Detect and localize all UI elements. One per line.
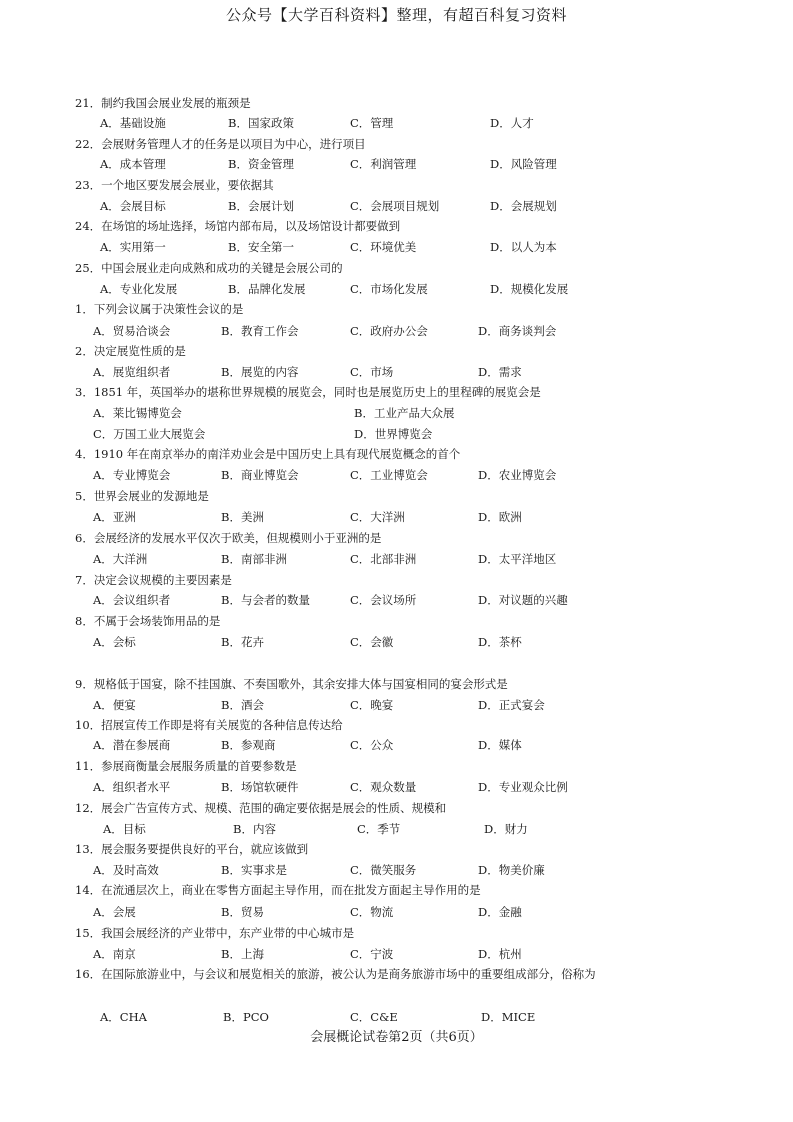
- answer-option: C．市场化发展: [350, 282, 428, 296]
- answer-option: D．媒体: [478, 738, 522, 752]
- question-stem: 1．下列会议属于决策性会议的是: [75, 302, 244, 316]
- answer-option: C．北部非洲: [350, 552, 417, 566]
- answer-option: C．公众: [350, 738, 394, 752]
- answer-option: D．农业博览会: [478, 468, 557, 482]
- answer-option: D．对议题的兴趣: [478, 593, 568, 607]
- question-stem: 12．展会广告宣传方式、规模、范围的确定要依据是展会的性质、规模和: [75, 801, 447, 815]
- question-stem: 16．在国际旅游业中，与会议和展览相关的旅游，被公认为是商务旅游市场中的重要组成部分，俗称为: [75, 967, 596, 981]
- answer-option: B．参观商: [221, 738, 276, 752]
- answer-option: A．会展目标: [100, 199, 166, 213]
- answer-option: A．实用第一: [100, 240, 166, 254]
- answer-option: A．CHA: [100, 1010, 147, 1024]
- answer-option: D．需求: [478, 365, 522, 379]
- answer-option: A．展览组织者: [93, 365, 171, 379]
- answer-option: C．大洋洲: [350, 510, 405, 524]
- answer-option: B．工业产品大众展: [354, 406, 455, 420]
- answer-option: A．莱比锡博览会: [93, 406, 182, 420]
- question-stem: 25．中国会展业走向成熟和成功的关键是会展公司的: [75, 261, 343, 275]
- answer-option: B．上海: [221, 947, 264, 961]
- answer-option: D．茶杯: [478, 635, 522, 649]
- answer-option: D．会展规划: [490, 199, 557, 213]
- page-header: 公众号【大学百科资料】整理，有超百科复习资料: [225, 6, 567, 24]
- question-stem: 4．1910 年在南京举办的南洋劝业会是中国历史上具有现代展览概念的首个: [75, 447, 461, 461]
- answer-option: B．安全第一: [228, 240, 294, 254]
- answer-option: B．场馆软硬件: [221, 780, 299, 794]
- question-stem: 24．在场馆的场址选择，场馆内部布局，以及场馆设计都要做到: [75, 219, 401, 233]
- answer-option: B．酒会: [221, 698, 264, 712]
- answer-option: A．便宴: [93, 698, 136, 712]
- answer-option: C．政府办公会: [350, 324, 428, 338]
- answer-option: D．专业观众比例: [478, 780, 568, 794]
- answer-option: A．专业博览会: [93, 468, 171, 482]
- answer-option: A．成本管理: [100, 157, 166, 171]
- answer-option: A．及时高效: [93, 863, 159, 877]
- answer-option: C．环境优美: [350, 240, 417, 254]
- question-stem: 21．制约我国会展业发展的瓶颈是: [75, 96, 251, 110]
- answer-option: B．商业博览会: [221, 468, 299, 482]
- question-stem: 23．一个地区要发展会展业，要依据其: [75, 178, 274, 192]
- answer-option: D．正式宴会: [478, 698, 545, 712]
- answer-option: C．季节: [357, 822, 401, 836]
- answer-option: C．宁波: [350, 947, 394, 961]
- answer-option: D．以人为本: [490, 240, 557, 254]
- answer-option: A．南京: [93, 947, 136, 961]
- answer-option: C．市场: [350, 365, 394, 379]
- answer-option: D．杭州: [478, 947, 522, 961]
- answer-option: B．与会者的数量: [221, 593, 310, 607]
- answer-option: B．资金管理: [228, 157, 294, 171]
- answer-option: D．风险管理: [490, 157, 557, 171]
- answer-option: B．内容: [233, 822, 276, 836]
- question-stem: 15．我国会展经济的产业带中，东产业带的中心城市是: [75, 926, 355, 940]
- answer-option: B．贸易: [221, 905, 264, 919]
- answer-option: B．花卉: [221, 635, 264, 649]
- question-stem: 2．决定展览性质的是: [75, 344, 186, 358]
- answer-option: A．会展: [93, 905, 136, 919]
- question-stem: 22．会展财务管理人才的任务是以项目为中心，进行项目: [75, 137, 366, 151]
- answer-option: A．大洋洲: [93, 552, 148, 566]
- answer-option: D．财力: [484, 822, 528, 836]
- answer-option: D．太平洋地区: [478, 552, 557, 566]
- answer-option: D．商务谈判会: [478, 324, 557, 338]
- answer-option: C．晚宴: [350, 698, 394, 712]
- question-stem: 14．在流通层次上，商业在零售方面起主导作用，而在批发方面起主导作用的是: [75, 883, 481, 897]
- answer-option: B．会展计划: [228, 199, 294, 213]
- answer-option: B．PCO: [223, 1010, 269, 1024]
- question-stem: 7．决定会议规模的主要因素是: [75, 573, 232, 587]
- answer-option: A．贸易洽谈会: [93, 324, 171, 338]
- answer-option: B．美洲: [221, 510, 264, 524]
- answer-option: D．欧洲: [478, 510, 522, 524]
- question-stem: 9．规格低于国宴，除不挂国旗、不奏国歌外，其余安排大体与国宴相同的宴会形式是: [75, 677, 508, 691]
- answer-option: B．实事求是: [221, 863, 287, 877]
- answer-option: C．微笑服务: [350, 863, 417, 877]
- answer-option: B．国家政策: [228, 116, 294, 130]
- answer-option: C．观众数量: [350, 780, 417, 794]
- answer-option: C．会徽: [350, 635, 394, 649]
- answer-option: C．管理: [350, 116, 394, 130]
- question-stem: 13．展会服务要提供良好的平台，就应该做到: [75, 842, 309, 856]
- answer-option: C．万国工业大展览会: [93, 427, 206, 441]
- question-stem: 6．会展经济的发展水平仅次于欧美，但规模则小于亚洲的是: [75, 531, 382, 545]
- answer-option: A．会标: [93, 635, 136, 649]
- answer-option: D．人才: [490, 116, 534, 130]
- answer-option: A．目标: [103, 822, 146, 836]
- question-stem: 11．参展商衡量会展服务质量的首要参数是: [75, 759, 297, 773]
- question-stem: 10．招展宣传工作即是将有关展览的各种信息传达给: [75, 718, 343, 732]
- answer-option: A．专业化发展: [100, 282, 178, 296]
- page-footer: 会展概论试卷第2页（共6页）: [310, 1030, 483, 1045]
- answer-option: A．潜在参展商: [93, 738, 171, 752]
- answer-option: B．品牌化发展: [228, 282, 306, 296]
- answer-option: B．展览的内容: [221, 365, 299, 379]
- question-stem: 3．1851 年，英国举办的堪称世界规模的展览会，同时也是展览历史上的里程碑的展览会是: [75, 385, 541, 399]
- answer-option: A．基础设施: [100, 116, 166, 130]
- answer-option: C．利润管理: [350, 157, 417, 171]
- answer-option: B．南部非洲: [221, 552, 287, 566]
- answer-option: D．规模化发展: [490, 282, 569, 296]
- answer-option: A．亚洲: [93, 510, 136, 524]
- answer-option: A．组织者水平: [93, 780, 171, 794]
- answer-option: D．物美价廉: [478, 863, 545, 877]
- question-stem: 8．不属于会场装饰用品的是: [75, 614, 221, 628]
- answer-option: D．MICE: [481, 1010, 536, 1024]
- answer-option: B．教育工作会: [221, 324, 299, 338]
- answer-option: C．工业博览会: [350, 468, 428, 482]
- answer-option: C．会展项目规划: [350, 199, 440, 213]
- answer-option: D．金融: [478, 905, 522, 919]
- answer-option: A．会议组织者: [93, 593, 171, 607]
- question-stem: 5．世界会展业的发源地是: [75, 489, 209, 503]
- answer-option: C．C&E: [350, 1010, 398, 1024]
- answer-option: C．物流: [350, 905, 394, 919]
- answer-option: C．会议场所: [350, 593, 417, 607]
- answer-option: D．世界博览会: [354, 427, 433, 441]
